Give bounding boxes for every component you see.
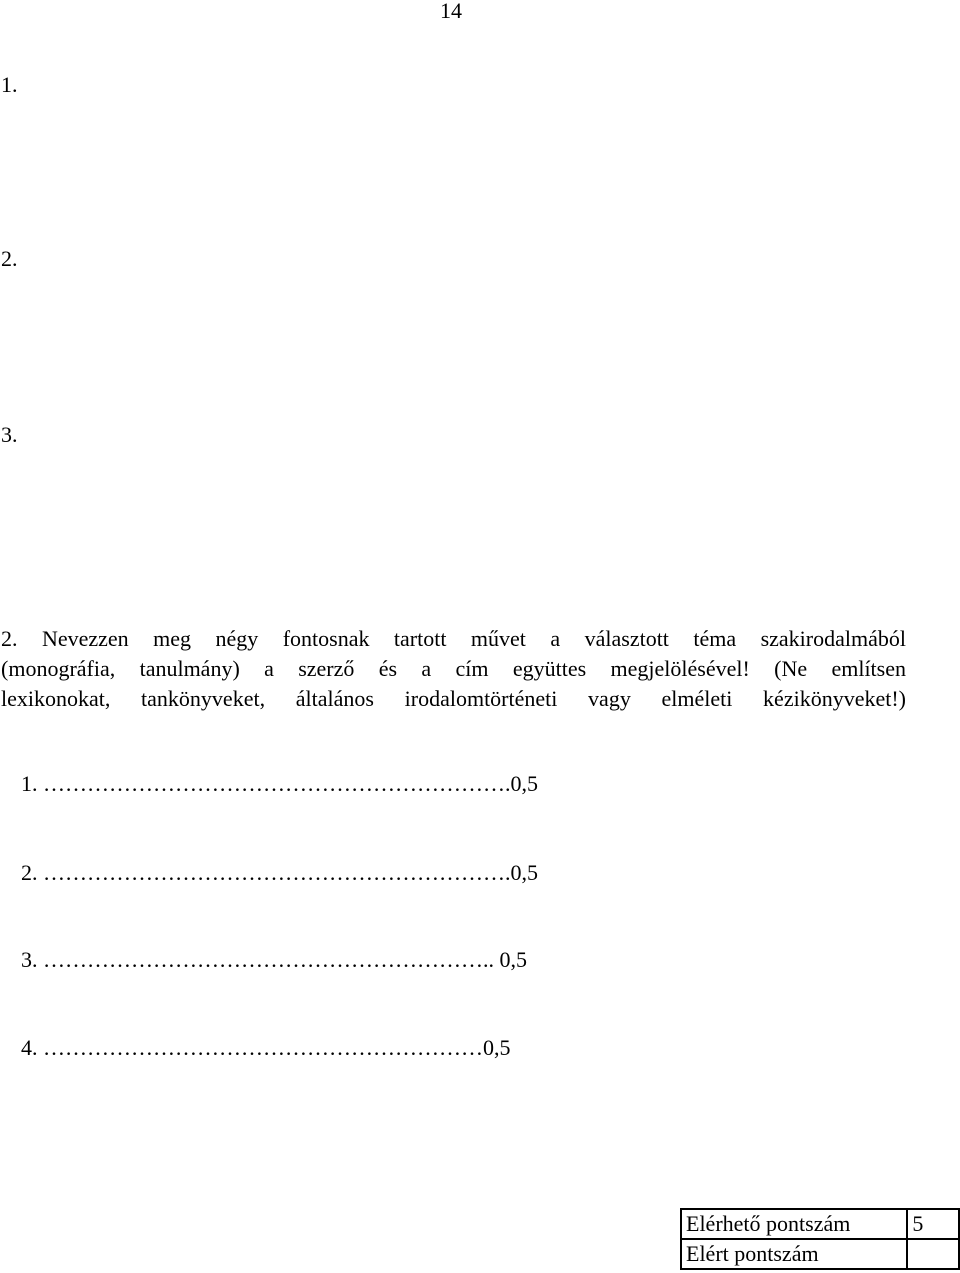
previous-item-2: 2. xyxy=(1,246,18,271)
score-table xyxy=(680,1208,960,1270)
achieved-points-value[interactable] xyxy=(907,1239,959,1269)
achievable-points-value: 5 xyxy=(907,1209,959,1239)
achievable-points-label: Elérhető pontszám xyxy=(681,1209,907,1239)
score-row-achievable xyxy=(681,1209,959,1239)
previous-item-1: 1. xyxy=(1,72,18,97)
question-line: lexikonokat, tankönyveket, általános irodalomtörténeti vagy elméleti kézikönyveket!) xyxy=(1,686,906,711)
question-text xyxy=(1,624,906,714)
answer-line-3[interactable]: 3. …………………………………………………….. 0,5 xyxy=(21,947,527,972)
page-number: 14 xyxy=(440,0,462,23)
answer-line-1[interactable]: 1. ……………………………………………………….0,5 xyxy=(21,771,538,796)
score-row-achieved xyxy=(681,1239,959,1269)
answer-line-4[interactable]: 4. ……………………………………………………0,5 xyxy=(21,1035,511,1060)
answer-line-2[interactable]: 2. ……………………………………………………….0,5 xyxy=(21,860,538,885)
achieved-points-label: Elért pontszám xyxy=(681,1239,907,1269)
question-line: (monográfia, tanulmány) a szerző és a cím együttes megjelölésével! (Ne említsen xyxy=(1,656,906,681)
previous-item-3: 3. xyxy=(1,422,18,447)
question-line: 2. Nevezzen meg négy fontosnak tartott művet a választott téma szakirodalmából xyxy=(1,626,906,651)
